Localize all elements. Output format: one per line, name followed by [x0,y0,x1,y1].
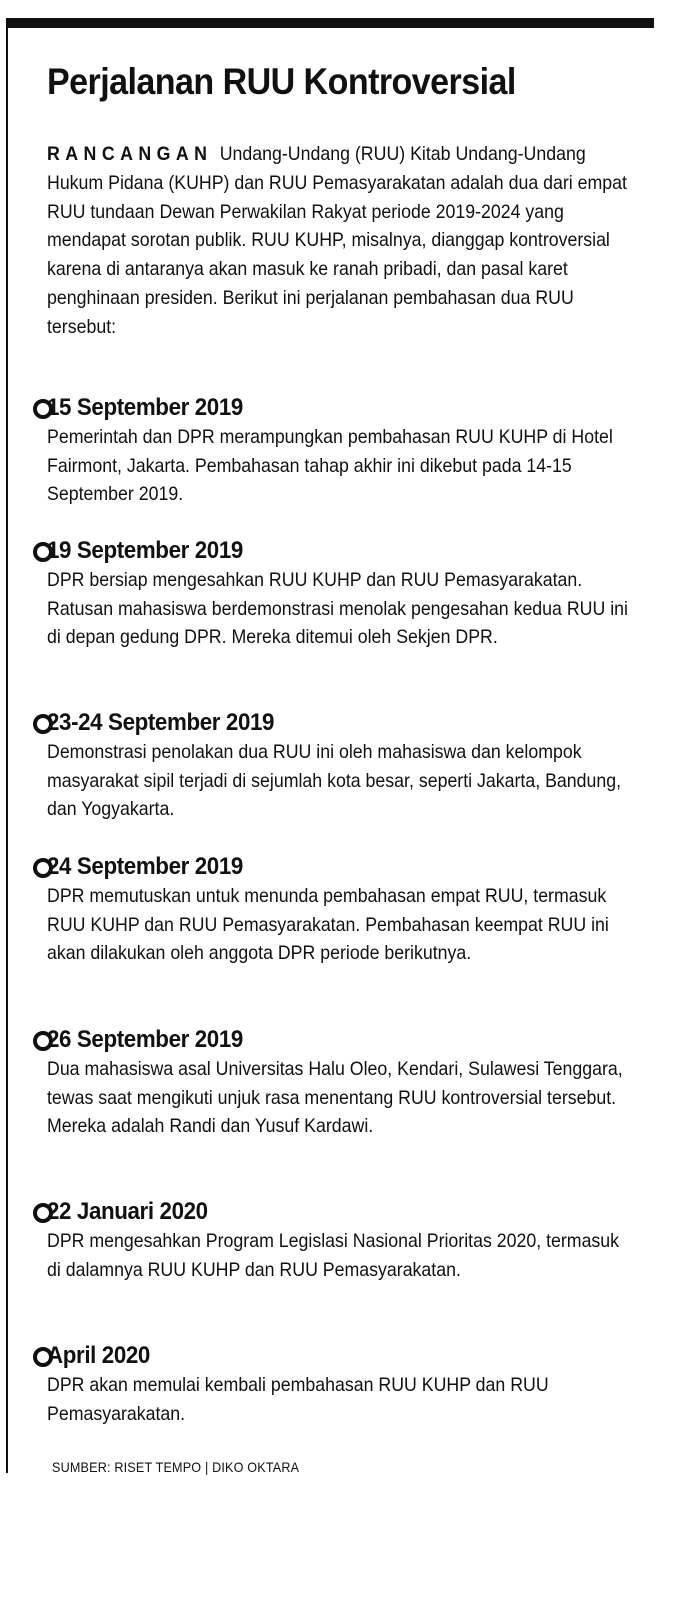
intro-text: Undang-Undang (RUU) Kitab Undang-Undang Hukum Pidana (KUHP) dan RUU Pemasyarakatan adalah dua dari empat RUU tundaan Dewan Perwakilan Rakyat periode 2019-2024 yang mendapat sorotan publik. RUU KUHP, misalnya, dianggap kontroversial karena di antaranya akan masuk ke ranah pribadi, dan pasal karet penghinaan presiden. Berikut ini perjalanan pembahasan dua RUU tersebut: [47,143,627,338]
timeline-event [47,1025,687,1141]
event-date: 24 September 2019 [47,853,243,880]
timeline-line [6,18,8,1473]
event-date: 22 Januari 2020 [47,1198,208,1225]
event-description: DPR memutuskan untuk menunda pembahasan empat RUU, termasuk RUU KUHP dan RUU Pemasyarakatan. Pembahasan keempat RUU ini akan dilakukan oleh anggota DPR periode berikutnya. [47,885,609,965]
timeline-event [47,708,687,824]
timeline-event [47,536,687,652]
timeline-event [47,1197,687,1284]
event-date: 15 September 2019 [47,394,243,421]
event-description: DPR bersiap mengesahkan RUU KUHP dan RUU Pemasyarakatan. Ratusan mahasiswa berdemonstrasi menolak pengesahan kedua RUU ini di depan gedung DPR. Mereka ditemui oleh Sekjen DPR. [47,569,628,649]
event-description: Dua mahasiswa asal Universitas Halu Oleo, Kendari, Sulawesi Tenggara, tewas saat mengikuti unjuk rasa menentang RUU kontroversial tersebut. Mereka adalah Randi dan Yusuf Kardawi. [47,1058,623,1138]
event-description: DPR mengesahkan Program Legislasi Nasional Prioritas 2020, termasuk di dalamnya RUU KUHP dan RUU Pemasyarakatan. [47,1230,620,1281]
intro-lead-word: RANCANGAN [47,143,213,165]
event-description: Pemerintah dan DPR merampungkan pembahasan RUU KUHP di Hotel Fairmont, Jakarta. Pembahasan tahap akhir ini dikebut pada 14-15 September 2019. [47,426,613,506]
top-rule [6,18,654,28]
event-date: 26 September 2019 [47,1026,243,1053]
event-date: 19 September 2019 [47,537,243,564]
timeline-event [47,1341,687,1428]
event-date: April 2020 [47,1342,150,1369]
intro-paragraph [47,140,629,342]
event-description: DPR akan memulai kembali pembahasan RUU KUHP dan RUU Pemasyarakatan. [47,1374,549,1425]
event-date: 23-24 September 2019 [47,709,275,736]
source-credit: SUMBER: RISET TEMPO | DIKO OKTARA [52,1459,300,1475]
timeline-event [47,393,687,509]
page-title: Perjalanan RUU Kontroversial [47,61,516,102]
timeline-event [47,852,687,968]
event-description: Demonstrasi penolakan dua RUU ini oleh mahasiswa dan kelompok masyarakat sipil terjadi di sejumlah kota besar, seperti Jakarta, Bandung, dan Yogyakarta. [47,741,622,821]
